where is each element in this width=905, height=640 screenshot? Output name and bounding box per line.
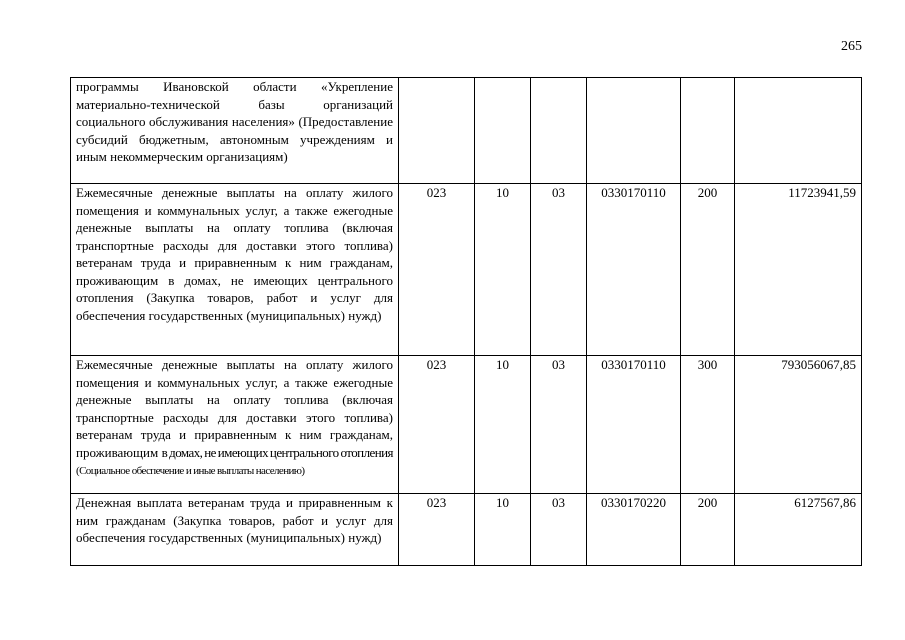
- table-row: [71, 494, 862, 566]
- row-subsection-code: [531, 78, 587, 184]
- row-subsection-code: 03: [531, 494, 587, 566]
- row-amount: 6127567,86: [735, 494, 862, 566]
- row-section-code: [475, 78, 531, 184]
- row-description-condensed: в домах, не имеющих центрального отопления: [161, 444, 393, 460]
- table-row: [71, 356, 862, 494]
- row-expense-type: 300: [681, 356, 735, 494]
- row-expense-type: 200: [681, 184, 735, 356]
- row-ministry-code: [399, 78, 475, 184]
- row-description-main: Ежемесячные денежные выплаты на оплату жилого помещения и коммунальных услуг, а также ежегодные денежные выплаты на оплату топлива (включая транспортные расходы для доставки этого топлива) ветеранам труда и приравненным к ним гражданам, проживающим: [76, 357, 393, 460]
- page-number: 265: [841, 39, 862, 54]
- row-amount: [735, 78, 862, 184]
- row-description: Ежемесячные денежные выплаты на оплату жилого помещения и коммунальных услуг, а также ежегодные денежные выплаты на оплату топлива (включая транспортные расходы для доставки этого топлива) ветеранам труда и приравненным к ним гражданам, проживающим в домах, не имеющих центрального отопления (Закупка товаров, работ и услуг для обеспечения государственных (муниципальных) нужд): [71, 184, 399, 356]
- table-row: [71, 184, 862, 356]
- row-description-tiny: (Социальное обеспечение и иные выплаты населению): [76, 465, 305, 477]
- row-amount: 793056067,85: [735, 356, 862, 494]
- row-section-code: 10: [475, 494, 531, 566]
- row-ministry-code: 023: [399, 184, 475, 356]
- row-section-code: 10: [475, 184, 531, 356]
- row-ministry-code: 023: [399, 494, 475, 566]
- table-row: [71, 78, 862, 184]
- row-target-article: 0330170220: [587, 494, 681, 566]
- row-target-article: 0330170110: [587, 184, 681, 356]
- row-description: [71, 356, 399, 494]
- row-ministry-code: 023: [399, 356, 475, 494]
- row-target-article: [587, 78, 681, 184]
- row-description: программы Ивановской области «Укрепление материально-технической базы организаций социального обслуживания населения» (Предоставление субсидий бюджетным, автономным учреждениям и иным некоммерческим организациям): [71, 78, 399, 184]
- budget-table: [70, 77, 862, 566]
- row-subsection-code: 03: [531, 356, 587, 494]
- row-expense-type: 200: [681, 494, 735, 566]
- row-expense-type: [681, 78, 735, 184]
- row-amount: 11723941,59: [735, 184, 862, 356]
- row-subsection-code: 03: [531, 184, 587, 356]
- row-section-code: 10: [475, 356, 531, 494]
- row-target-article: 0330170110: [587, 356, 681, 494]
- row-description: Денежная выплата ветеранам труда и приравненным к ним гражданам (Закупка товаров, работ и услуг для обеспечения государственных (муниципальных) нужд): [71, 494, 399, 566]
